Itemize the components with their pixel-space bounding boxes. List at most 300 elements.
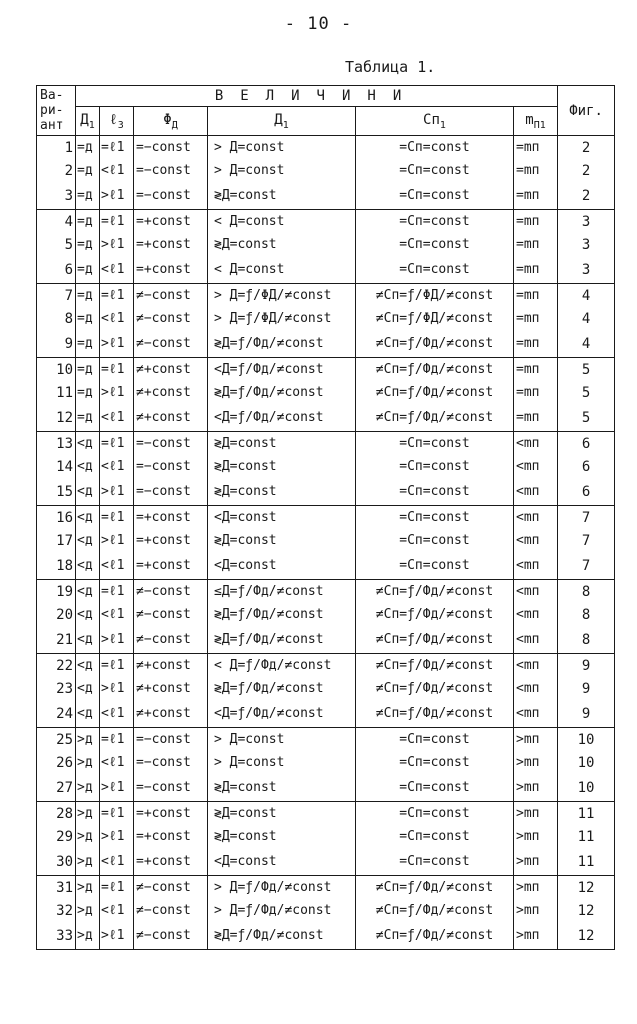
header-col-d-main: Д: [80, 111, 89, 128]
cp-cell: ≠Сп=ƒ/Фд/≠const: [356, 677, 514, 700]
variant-cell: 7: [37, 284, 76, 308]
l3-cell: =ℓ1: [100, 136, 134, 160]
l3-cell: <ℓ1: [100, 307, 134, 330]
d1-cell: ≷Д=const: [208, 455, 356, 478]
figure-cell: 10: [558, 751, 615, 774]
variant-cell: 30: [37, 848, 76, 876]
phi-cell: ≠−const: [134, 899, 208, 922]
table-row: [37, 751, 615, 774]
d1-cell: <Д=const: [208, 552, 356, 580]
d-cell: <д: [76, 654, 100, 678]
d1-cell: ≷Д=ƒ/Фд/≠const: [208, 330, 356, 358]
m-cell: <mп: [514, 654, 558, 678]
table-row: [37, 358, 615, 382]
d-cell: <д: [76, 529, 100, 552]
m-cell: =mп: [514, 256, 558, 284]
m-cell: =mп: [514, 182, 558, 210]
d1-cell: ≷Д=const: [208, 529, 356, 552]
cp-cell: ≠Сп=ƒ/Фд/≠const: [356, 922, 514, 950]
header-variant-line-2: ри-: [40, 103, 64, 118]
phi-cell: =+const: [134, 825, 208, 848]
m-cell: >mп: [514, 848, 558, 876]
variant-cell: 12: [37, 404, 76, 432]
header-col-cp-main: Сп: [423, 111, 440, 128]
m-cell: =mп: [514, 358, 558, 382]
m-cell: >mп: [514, 774, 558, 802]
l3-cell: <ℓ1: [100, 404, 134, 432]
variant-cell: 10: [37, 358, 76, 382]
cp-cell: ≠Сп=ƒ/Фд/≠const: [356, 358, 514, 382]
figure-cell: 4: [558, 284, 615, 308]
figure-cell: 8: [558, 626, 615, 654]
phi-cell: ≠−const: [134, 330, 208, 358]
l3-cell: <ℓ1: [100, 848, 134, 876]
variant-cell: 17: [37, 529, 76, 552]
l3-cell: >ℓ1: [100, 626, 134, 654]
l3-cell: <ℓ1: [100, 552, 134, 580]
phi-cell: ≠−const: [134, 876, 208, 900]
variant-cell: 22: [37, 654, 76, 678]
variant-cell: 21: [37, 626, 76, 654]
l3-cell: >ℓ1: [100, 677, 134, 700]
d1-cell: <Д=ƒ/Фд/≠const: [208, 700, 356, 728]
d-cell: <д: [76, 478, 100, 506]
d1-cell: > Д=const: [208, 751, 356, 774]
d1-cell: < Д=const: [208, 210, 356, 234]
l3-cell: >ℓ1: [100, 381, 134, 404]
m-cell: =mп: [514, 330, 558, 358]
d1-cell: > Д=const: [208, 728, 356, 752]
d-cell: =д: [76, 404, 100, 432]
phi-cell: ≠+const: [134, 677, 208, 700]
table-row: [37, 233, 615, 256]
d-cell: <д: [76, 603, 100, 626]
table-row: [37, 728, 615, 752]
d-cell: >д: [76, 751, 100, 774]
header-col-d1-sub: 1: [282, 119, 289, 131]
d-cell: =д: [76, 330, 100, 358]
header-col-m: [514, 107, 558, 136]
header-magnitudes: ВЕЛИЧИНИ: [76, 86, 558, 107]
d-cell: =д: [76, 358, 100, 382]
figure-cell: 4: [558, 330, 615, 358]
figure-cell: 10: [558, 728, 615, 752]
figure-cell: 7: [558, 552, 615, 580]
header-variant: [37, 86, 76, 136]
cp-cell: =Сп=const: [356, 136, 514, 160]
cp-cell: ≠Сп=ƒ/ΦД/≠const: [356, 307, 514, 330]
variant-cell: 1: [37, 136, 76, 160]
m-cell: >mп: [514, 751, 558, 774]
figure-cell: 3: [558, 210, 615, 234]
figure-cell: 6: [558, 432, 615, 456]
table-row: [37, 307, 615, 330]
l3-cell: <ℓ1: [100, 603, 134, 626]
phi-cell: =−const: [134, 136, 208, 160]
d-cell: <д: [76, 506, 100, 530]
header-col-phi-sub: Д: [171, 119, 178, 131]
d1-cell: > Д=ƒ/ΦД/≠const: [208, 284, 356, 308]
m-cell: =mп: [514, 136, 558, 160]
header-col-m-main: m: [525, 111, 534, 128]
cp-cell: ≠Сп=ƒ/Фд/≠const: [356, 654, 514, 678]
table-row: [37, 506, 615, 530]
l3-cell: =ℓ1: [100, 580, 134, 604]
phi-cell: =+const: [134, 256, 208, 284]
phi-cell: ≠+const: [134, 700, 208, 728]
table-row: [37, 478, 615, 506]
table-row: [37, 381, 615, 404]
figure-cell: 3: [558, 256, 615, 284]
d-cell: >д: [76, 825, 100, 848]
figure-cell: 2: [558, 182, 615, 210]
variant-cell: 26: [37, 751, 76, 774]
figure-cell: 9: [558, 677, 615, 700]
cp-cell: =Сп=const: [356, 182, 514, 210]
phi-cell: ≠+const: [134, 358, 208, 382]
variant-cell: 19: [37, 580, 76, 604]
cp-cell: =Сп=const: [356, 478, 514, 506]
d1-cell: ≷Д=const: [208, 233, 356, 256]
cp-cell: =Сп=const: [356, 728, 514, 752]
m-cell: >mп: [514, 899, 558, 922]
table-row: [37, 580, 615, 604]
variant-cell: 2: [37, 159, 76, 182]
figure-cell: 6: [558, 455, 615, 478]
d1-cell: ≷Д=ƒ/Фд/≠const: [208, 677, 356, 700]
figure-cell: 5: [558, 358, 615, 382]
table-row: [37, 182, 615, 210]
figure-cell: 3: [558, 233, 615, 256]
m-cell: <mп: [514, 529, 558, 552]
table-row: [37, 774, 615, 802]
phi-cell: =+const: [134, 552, 208, 580]
variant-cell: 3: [37, 182, 76, 210]
d1-cell: ≷Д=const: [208, 182, 356, 210]
l3-cell: >ℓ1: [100, 529, 134, 552]
header-col-l3-main: ℓ: [109, 111, 118, 128]
table-body: [37, 136, 615, 950]
figure-cell: 5: [558, 404, 615, 432]
cp-cell: ≠Сп=ƒ/Фд/≠const: [356, 381, 514, 404]
d1-cell: < Д=const: [208, 256, 356, 284]
phi-cell: =−const: [134, 159, 208, 182]
variant-cell: 5: [37, 233, 76, 256]
phi-cell: ≠−const: [134, 603, 208, 626]
header-col-cp: [356, 107, 514, 136]
variant-cell: 23: [37, 677, 76, 700]
phi-cell: ≠−const: [134, 284, 208, 308]
header-col-d-sub: 1: [88, 119, 95, 131]
phi-cell: =+const: [134, 233, 208, 256]
d1-cell: > Д=const: [208, 159, 356, 182]
l3-cell: =ℓ1: [100, 210, 134, 234]
table-row: [37, 899, 615, 922]
header-variant-line-3: ант: [40, 118, 64, 133]
header-col-m-sub: П1: [533, 119, 546, 131]
cp-cell: ≠Сп=ƒ/Фд/≠const: [356, 700, 514, 728]
table-row: [37, 159, 615, 182]
l3-cell: >ℓ1: [100, 233, 134, 256]
d1-cell: > Д=ƒ/ΦД/≠const: [208, 307, 356, 330]
phi-cell: =−const: [134, 182, 208, 210]
header-col-d1-main: Д: [274, 111, 283, 128]
phi-cell: =−const: [134, 774, 208, 802]
l3-cell: <ℓ1: [100, 899, 134, 922]
cp-cell: ≠Сп=ƒ/Фд/≠const: [356, 580, 514, 604]
l3-cell: =ℓ1: [100, 728, 134, 752]
l3-cell: >ℓ1: [100, 825, 134, 848]
phi-cell: ≠+const: [134, 381, 208, 404]
phi-cell: ≠−const: [134, 922, 208, 950]
m-cell: >mп: [514, 876, 558, 900]
l3-cell: =ℓ1: [100, 654, 134, 678]
table-row: [37, 802, 615, 826]
variant-cell: 4: [37, 210, 76, 234]
l3-cell: <ℓ1: [100, 455, 134, 478]
table-row: [37, 876, 615, 900]
cp-cell: =Сп=const: [356, 552, 514, 580]
l3-cell: =ℓ1: [100, 284, 134, 308]
phi-cell: ≠+const: [134, 404, 208, 432]
table-row: [37, 284, 615, 308]
table-row: [37, 136, 615, 160]
m-cell: <mп: [514, 552, 558, 580]
table-row: [37, 654, 615, 678]
table-row: [37, 404, 615, 432]
m-cell: =mп: [514, 404, 558, 432]
cp-cell: ≠Сп=ƒ/Фд/≠const: [356, 876, 514, 900]
cp-cell: ≠Сп=ƒ/Фд/≠const: [356, 899, 514, 922]
cp-cell: =Сп=const: [356, 233, 514, 256]
d1-cell: <Д=ƒ/Фд/≠const: [208, 404, 356, 432]
table-row: [37, 922, 615, 950]
d1-cell: ≷Д=const: [208, 825, 356, 848]
table-row: [37, 552, 615, 580]
phi-cell: ≠−const: [134, 307, 208, 330]
variant-cell: 9: [37, 330, 76, 358]
figure-cell: 12: [558, 876, 615, 900]
d-cell: >д: [76, 899, 100, 922]
figure-cell: 11: [558, 848, 615, 876]
header-col-d1: [208, 107, 356, 136]
variant-cell: 33: [37, 922, 76, 950]
cp-cell: ≠Сп=ƒ/Фд/≠const: [356, 603, 514, 626]
phi-cell: =+const: [134, 210, 208, 234]
m-cell: <mп: [514, 677, 558, 700]
figure-cell: 11: [558, 802, 615, 826]
cp-cell: =Сп=const: [356, 774, 514, 802]
m-cell: =mп: [514, 210, 558, 234]
table-row: [37, 848, 615, 876]
cp-cell: ≠Сп=ƒ/Фд/≠const: [356, 330, 514, 358]
cp-cell: =Сп=const: [356, 256, 514, 284]
l3-cell: >ℓ1: [100, 478, 134, 506]
phi-cell: =+const: [134, 848, 208, 876]
phi-cell: ≠+const: [134, 654, 208, 678]
header-figure: Фиг.: [558, 86, 615, 136]
d-cell: >д: [76, 876, 100, 900]
variant-cell: 27: [37, 774, 76, 802]
figure-cell: 8: [558, 603, 615, 626]
m-cell: <mп: [514, 478, 558, 506]
d-cell: =д: [76, 307, 100, 330]
phi-cell: =−const: [134, 751, 208, 774]
table-row: [37, 210, 615, 234]
variant-cell: 25: [37, 728, 76, 752]
d-cell: =д: [76, 233, 100, 256]
figure-cell: 4: [558, 307, 615, 330]
l3-cell: >ℓ1: [100, 922, 134, 950]
table-row: [37, 256, 615, 284]
variant-cell: 20: [37, 603, 76, 626]
cp-cell: =Сп=const: [356, 825, 514, 848]
d-cell: =д: [76, 182, 100, 210]
phi-cell: ≠−const: [134, 580, 208, 604]
m-cell: =mп: [514, 381, 558, 404]
cp-cell: =Сп=const: [356, 529, 514, 552]
phi-cell: =−const: [134, 455, 208, 478]
d-cell: <д: [76, 455, 100, 478]
variant-cell: 13: [37, 432, 76, 456]
cp-cell: =Сп=const: [356, 159, 514, 182]
table-row: [37, 529, 615, 552]
table-row: [37, 626, 615, 654]
cp-cell: =Сп=const: [356, 455, 514, 478]
header-col-phi-main: Φ: [163, 111, 172, 128]
page-number: - 10 -: [284, 14, 353, 34]
cp-cell: =Сп=const: [356, 210, 514, 234]
l3-cell: =ℓ1: [100, 802, 134, 826]
cp-cell: =Сп=const: [356, 848, 514, 876]
table-row: [37, 432, 615, 456]
header-col-cp-sub: 1: [439, 119, 446, 131]
m-cell: =mп: [514, 307, 558, 330]
m-cell: >mп: [514, 728, 558, 752]
l3-cell: >ℓ1: [100, 330, 134, 358]
d1-cell: < Д=ƒ/Фд/≠const: [208, 654, 356, 678]
phi-cell: =−const: [134, 728, 208, 752]
l3-cell: =ℓ1: [100, 358, 134, 382]
variant-cell: 31: [37, 876, 76, 900]
d-cell: >д: [76, 802, 100, 826]
figure-cell: 11: [558, 825, 615, 848]
variant-cell: 24: [37, 700, 76, 728]
cp-cell: =Сп=const: [356, 506, 514, 530]
d-cell: =д: [76, 159, 100, 182]
figure-cell: 12: [558, 899, 615, 922]
l3-cell: <ℓ1: [100, 159, 134, 182]
d1-cell: ≷Д=const: [208, 802, 356, 826]
variant-cell: 32: [37, 899, 76, 922]
header-col-l3-sub: 3: [117, 119, 124, 131]
figure-cell: 8: [558, 580, 615, 604]
header-col-phi: [134, 107, 208, 136]
header-col-l3: [100, 107, 134, 136]
variant-cell: 15: [37, 478, 76, 506]
m-cell: >mп: [514, 802, 558, 826]
variant-cell: 14: [37, 455, 76, 478]
d-cell: =д: [76, 284, 100, 308]
d1-cell: <Д=const: [208, 506, 356, 530]
d1-cell: > Д=const: [208, 136, 356, 160]
d1-cell: ≷Д=const: [208, 432, 356, 456]
l3-cell: =ℓ1: [100, 432, 134, 456]
table-row: [37, 455, 615, 478]
d-cell: <д: [76, 552, 100, 580]
figure-cell: 10: [558, 774, 615, 802]
table-row: [37, 700, 615, 728]
variant-cell: 29: [37, 825, 76, 848]
variant-cell: 28: [37, 802, 76, 826]
l3-cell: >ℓ1: [100, 182, 134, 210]
table-row: [37, 330, 615, 358]
d1-cell: > Д=ƒ/Фд/≠const: [208, 899, 356, 922]
d-cell: <д: [76, 626, 100, 654]
l3-cell: <ℓ1: [100, 751, 134, 774]
figure-cell: 5: [558, 381, 615, 404]
d-cell: <д: [76, 580, 100, 604]
cp-cell: =Сп=const: [356, 432, 514, 456]
variant-cell: 8: [37, 307, 76, 330]
phi-cell: =+const: [134, 802, 208, 826]
table-row: [37, 825, 615, 848]
l3-cell: >ℓ1: [100, 774, 134, 802]
d-cell: >д: [76, 774, 100, 802]
l3-cell: <ℓ1: [100, 256, 134, 284]
d-cell: >д: [76, 728, 100, 752]
d1-cell: ≷Д=ƒ/Фд/≠const: [208, 626, 356, 654]
cp-cell: ≠Сп=ƒ/Фд/≠const: [356, 626, 514, 654]
m-cell: =mп: [514, 233, 558, 256]
m-cell: >mп: [514, 825, 558, 848]
d-cell: >д: [76, 848, 100, 876]
m-cell: =mп: [514, 159, 558, 182]
data-table: [36, 85, 615, 950]
phi-cell: =+const: [134, 529, 208, 552]
d-cell: =д: [76, 136, 100, 160]
m-cell: <mп: [514, 603, 558, 626]
d-cell: <д: [76, 432, 100, 456]
d1-cell: ≷Д=const: [208, 478, 356, 506]
m-cell: >mп: [514, 922, 558, 950]
d-cell: >д: [76, 922, 100, 950]
variant-cell: 16: [37, 506, 76, 530]
figure-cell: 6: [558, 478, 615, 506]
m-cell: <mп: [514, 455, 558, 478]
d-cell: <д: [76, 677, 100, 700]
cp-cell: ≠Сп=ƒ/ΦД/≠const: [356, 284, 514, 308]
d1-cell: ≷Д=const: [208, 774, 356, 802]
d1-cell: ≷Д=ƒ/Фд/≠const: [208, 922, 356, 950]
figure-cell: 7: [558, 529, 615, 552]
table-row: [37, 603, 615, 626]
m-cell: =mп: [514, 284, 558, 308]
phi-cell: =−const: [134, 432, 208, 456]
phi-cell: ≠−const: [134, 626, 208, 654]
table-row: [37, 677, 615, 700]
m-cell: <mп: [514, 580, 558, 604]
l3-cell: =ℓ1: [100, 876, 134, 900]
phi-cell: =+const: [134, 506, 208, 530]
figure-cell: 12: [558, 922, 615, 950]
m-cell: <mп: [514, 506, 558, 530]
d1-cell: ≤Д=ƒ/Фд/≠const: [208, 580, 356, 604]
variant-cell: 6: [37, 256, 76, 284]
cp-cell: =Сп=const: [356, 802, 514, 826]
d1-cell: <Д=ƒ/Фд/≠const: [208, 358, 356, 382]
header-variant-line-1: Ва-: [40, 88, 64, 103]
